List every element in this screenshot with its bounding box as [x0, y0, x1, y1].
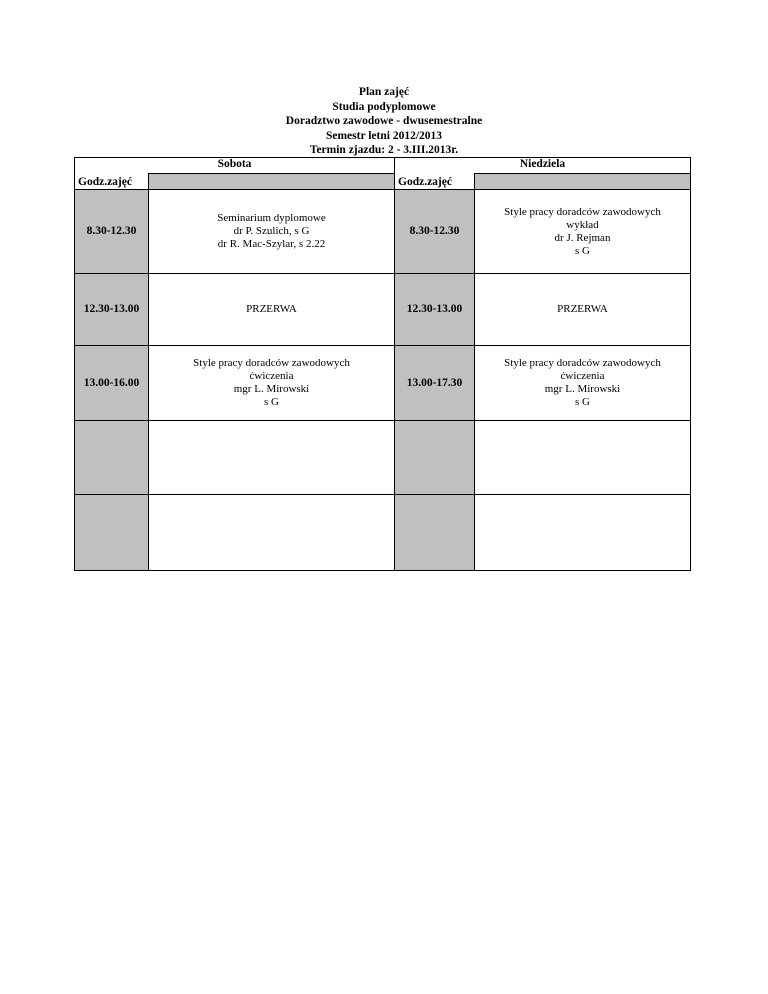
sat-class-cell [149, 346, 395, 421]
sat-class-line: dr R. Mac-Szylar, s 2.22 [217, 238, 326, 250]
day-saturday: Sobota [75, 158, 395, 174]
sun-class-line: s G [575, 396, 590, 408]
empty-row [75, 495, 691, 571]
sun-class-cell-empty [475, 421, 691, 495]
sun-time-cell-empty [395, 421, 475, 495]
subtitle-program: Studia podyplomowe [332, 100, 436, 113]
schedule-table [74, 157, 691, 571]
day-sunday: Niedziela [395, 158, 691, 174]
sat-time-column-label: Godz.zajęć [75, 174, 149, 190]
sun-class-cell [475, 190, 691, 274]
sat-class-line: dr P. Szulich, s G [233, 225, 310, 237]
title: Plan zajęć [358, 86, 410, 98]
table-row [75, 274, 691, 346]
sun-class-line: s G [575, 244, 590, 257]
day-header-row [75, 158, 691, 174]
sun-class-line: Style pracy doradców zawodowych [504, 205, 661, 218]
sun-time-cell-empty [395, 495, 475, 571]
column-header-row [75, 174, 691, 190]
sun-class-line: wykład [566, 218, 599, 231]
document-header [0, 85, 768, 158]
subtitle-semester: Semestr letni 2012/2013 [325, 129, 443, 142]
sat-time-cell: 8.30-12.30 [75, 190, 149, 274]
sun-class-line: mgr L. Mirowski [544, 383, 621, 395]
sat-class-line: Seminarium dyplomowe [217, 212, 326, 224]
table-row [75, 190, 691, 274]
sat-time-cell-empty [75, 495, 149, 571]
sat-class-cell-empty [149, 495, 395, 571]
sun-class-cell-empty [475, 495, 691, 571]
table-row [75, 346, 691, 421]
sat-class-cell [149, 190, 395, 274]
sat-time-cell: 12.30-13.00 [75, 274, 149, 346]
sat-time-cell: 13.00-16.00 [75, 346, 149, 421]
sat-class-line: s G [264, 396, 279, 408]
sat-time-cell-empty [75, 421, 149, 495]
sat-class-cell-empty [149, 421, 395, 495]
empty-row [75, 421, 691, 495]
sat-class-line: ćwiczenia [249, 370, 294, 382]
sun-time-column-label: Godz.zajęć [395, 174, 475, 190]
subtitle-date: Termin zjazdu: 2 - 3.III.2013r. [309, 144, 459, 156]
sun-time-cell: 13.00-17.30 [395, 346, 475, 421]
sun-time-cell: 8.30-12.30 [395, 190, 475, 274]
sat-class-line: Style pracy doradców zawodowych [193, 357, 350, 369]
sat-class-line: mgr L. Mirowski [233, 383, 310, 395]
sun-header-blank [475, 174, 691, 190]
sun-class-cell [475, 346, 691, 421]
sun-class-line: dr J. Rejman [554, 231, 611, 244]
subtitle-specialization: Doradztwo zawodowe - dwusemestralne [285, 115, 483, 127]
sat-header-blank [149, 174, 395, 190]
sat-break-cell: PRZERWA [149, 274, 395, 346]
sun-class-line: ćwiczenia [560, 370, 605, 382]
sun-time-cell: 12.30-13.00 [395, 274, 475, 346]
sun-class-line: Style pracy doradców zawodowych [504, 357, 661, 369]
sun-break-cell: PRZERWA [475, 274, 691, 346]
